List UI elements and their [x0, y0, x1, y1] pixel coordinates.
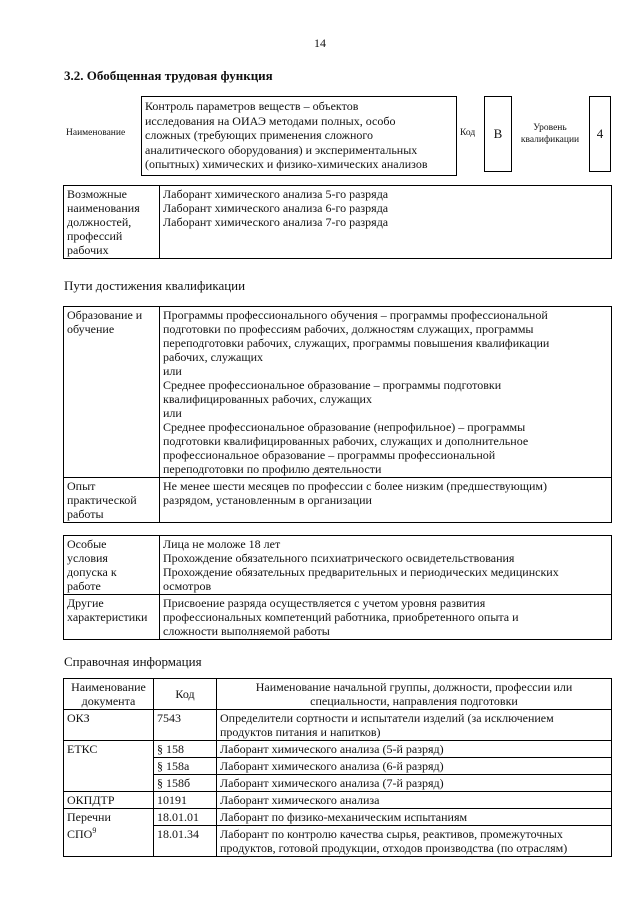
- row-document: [64, 809, 154, 857]
- row-code: 18.01.01: [154, 809, 217, 826]
- function-name-label: Наименование: [66, 128, 126, 138]
- position-item: Лаборант химического анализа 6-го разряда: [163, 201, 389, 215]
- row-code: 10191: [154, 792, 217, 809]
- code-label: Код: [460, 128, 476, 138]
- admission-label: Особые условия допуска к работе: [64, 536, 160, 595]
- position-item: Лаборант химического анализа 7-го разряда: [163, 215, 389, 229]
- table-header-row: [64, 679, 612, 710]
- table-row: [64, 741, 612, 758]
- section-title: 3.2. Обобщенная трудовая функция: [64, 68, 273, 83]
- row-name: Лаборант химического анализа (6-й разряд): [217, 758, 612, 775]
- table-row: [64, 792, 612, 809]
- row-code: § 158: [154, 741, 217, 758]
- row-document: ОКЗ: [64, 710, 154, 741]
- row-code: § 158а: [154, 758, 217, 775]
- experience-label: Опыт практической работы: [64, 478, 160, 523]
- level-box: 4: [589, 96, 611, 172]
- conditions-table: [63, 535, 612, 640]
- row-name: Лаборант химического анализа (7-й разряд): [217, 775, 612, 792]
- row-name: Лаборант химического анализа (5-й разряд): [217, 741, 612, 758]
- other-text: Присвоение разряда осуществляется с учетом уровня развития профессиональных компетенций работника, приобретенного опыта и сложности выполняемой работы: [160, 595, 612, 640]
- education-text: Программы профессионального обучения – программы профессиональной подготовки по профессиям рабочих, должностям служащих, программы переподготовки рабочих, служащих, программы повышения квалификации рабочих, служащих или Среднее профессиональное образование – программы подготовки квалифицированных рабочих, служащих или Среднее профессиональное образование (непрофильное) – программы подготовки квалифицированных рабочих, служащих и дополнительное профессиональное образование – программы профессиональной переподготовки по профилю деятельности: [160, 307, 612, 478]
- function-name-box: Контроль параметров веществ – объектов исследования на ОИАЭ методами полных, особо сложных (требующих применения сложного аналитического оборудования) и экспериментальных (опытных) химических и физико-химических анализов: [141, 96, 457, 176]
- code-box: B: [484, 96, 512, 172]
- row-name: Лаборант по физико-механическим испытаниям: [217, 809, 612, 826]
- row-name: Определители сортности и испытатели изделий (за исключением продуктов питания и напитков): [217, 710, 612, 741]
- positions-list: [160, 186, 612, 259]
- table-row: [64, 710, 612, 741]
- paths-table: [63, 306, 612, 523]
- row-name: Лаборант химического анализа: [217, 792, 612, 809]
- header-code: Код: [154, 679, 217, 710]
- education-label: Образование и обучение: [64, 307, 160, 478]
- page-number: 14: [314, 36, 326, 50]
- header-document: Наименование документа: [64, 679, 154, 710]
- admission-text: Лица не моложе 18 лет Прохождение обязательного психиатрического освидетельствования Прохождение обязательных предварительных и периодических медицинских осмотров: [160, 536, 612, 595]
- positions-table: [63, 185, 612, 259]
- paths-heading: Пути достижения квалификации: [64, 278, 246, 293]
- row-document: ЕТКС: [64, 741, 154, 792]
- header-name: Наименование начальной группы, должности, профессии или специальности, направления подготовки: [217, 679, 612, 710]
- row-document-line1: Перечни: [67, 810, 111, 824]
- row-document-line2: [67, 824, 150, 841]
- level-label: Уровень квалификации: [520, 123, 580, 145]
- other-label: Другие характеристики: [64, 595, 160, 640]
- row-code: § 158б: [154, 775, 217, 792]
- row-document: ОКПДТР: [64, 792, 154, 809]
- row-document-spo: СПО: [67, 827, 93, 841]
- row-name: Лаборант по контролю качества сырья, реактивов, промежуточных продуктов, готовой продукции, отходов производства (по отраслям): [217, 826, 612, 857]
- reference-heading: Справочная информация: [64, 654, 202, 669]
- reference-table: [63, 678, 612, 857]
- position-item: Лаборант химического анализа 5-го разряда: [163, 187, 389, 201]
- experience-text: Не менее шести месяцев по профессии с более низким (предшествующим) разрядом, установленным в организации: [160, 478, 612, 523]
- row-code: 7543: [154, 710, 217, 741]
- footnote-mark: 9: [92, 826, 97, 835]
- positions-label: Возможные наименования должностей, профессий рабочих: [64, 186, 160, 259]
- table-row: [64, 809, 612, 826]
- row-code: 18.01.34: [154, 826, 217, 857]
